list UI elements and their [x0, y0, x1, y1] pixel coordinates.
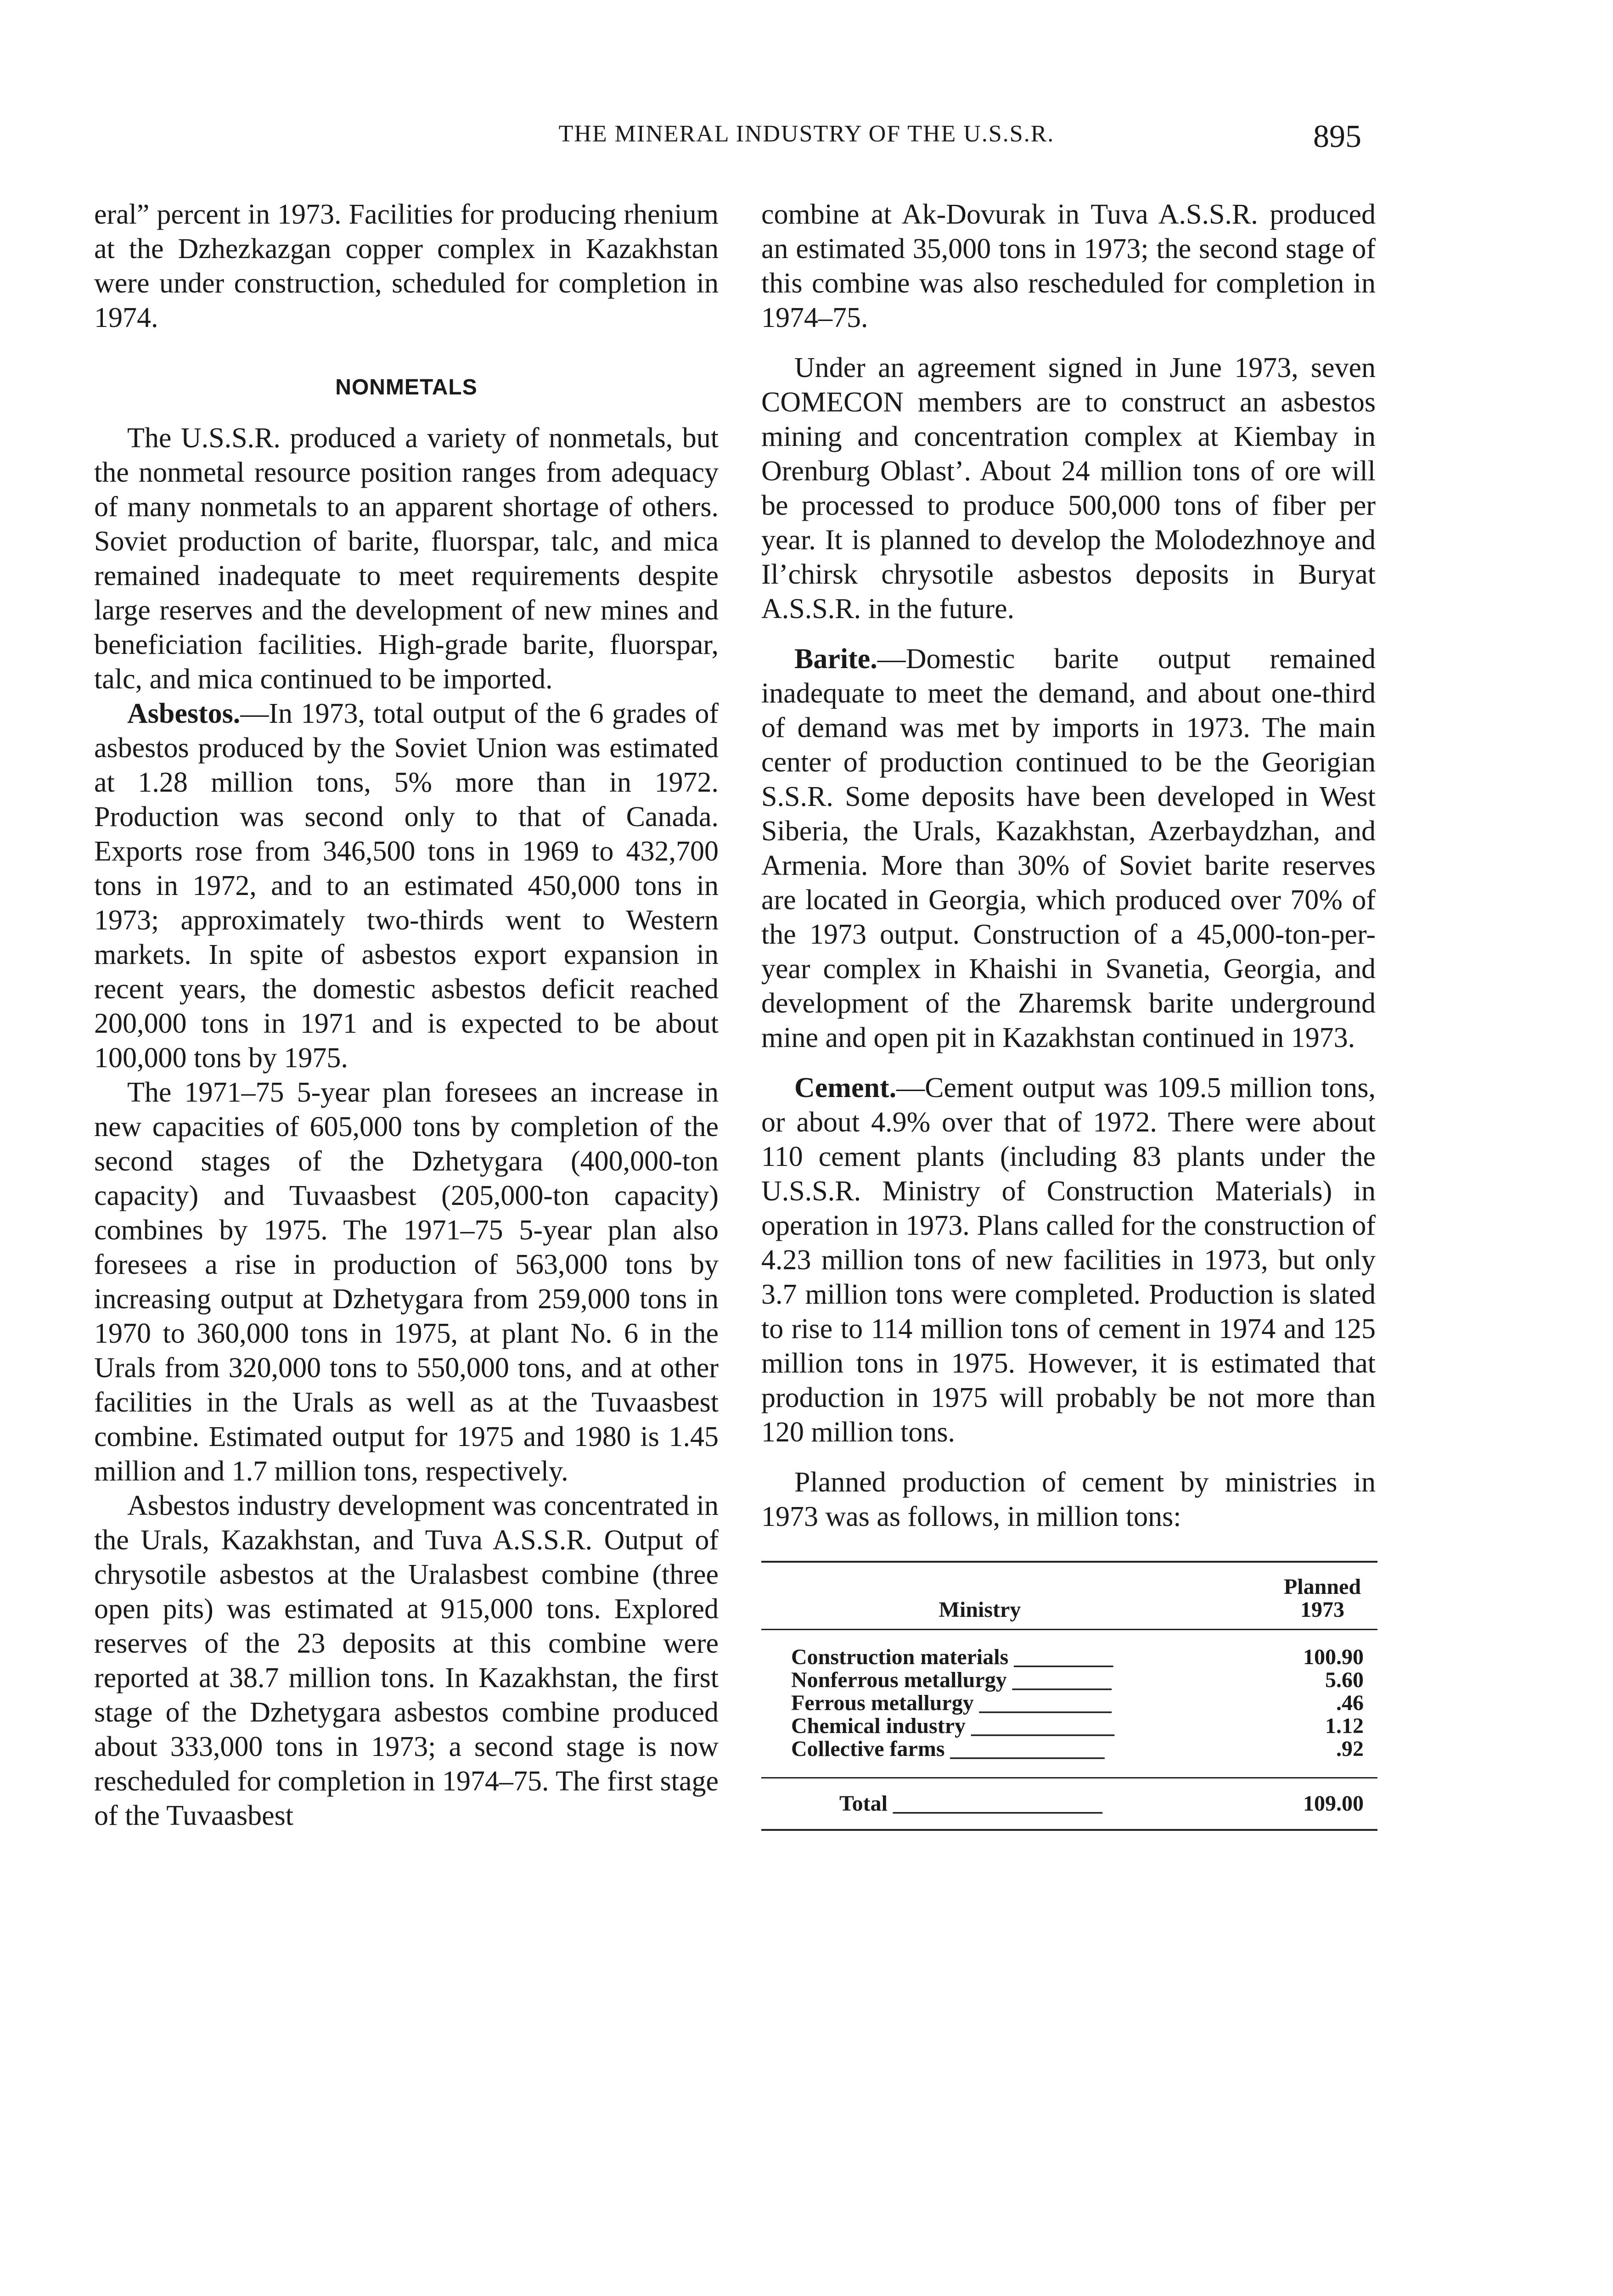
- running-head: THE MINERAL INDUSTRY OF THE U.S.S.R.: [558, 121, 1055, 147]
- table-row: [761, 1715, 1377, 1738]
- total-label: Total ___________________: [761, 1778, 1267, 1830]
- cement-production-table: [761, 1561, 1377, 1831]
- right-column: [761, 197, 1376, 1831]
- table-row: [761, 1630, 1377, 1669]
- planned-cell: .92: [1336, 1737, 1364, 1761]
- table-row: [761, 1738, 1377, 1778]
- paragraph-nonmetals-intro: The U.S.S.R. produced a variety of nonmetals, but the nonmetal resource position ranges from adequacy of many nonmetals to an apparent shortage of others. Soviet production of barite, fluorspar, talc, and mica remained inadequate to meet requirements despite large reserves and the development of new mines and beneficiation facilities. High-grade barite, fluorspar, talc, and mica continued to be imported.: [94, 422, 719, 695]
- section-heading-nonmetals: NONMETALS: [335, 375, 478, 400]
- paragraph-comecon-agreement: Under an agreement signed in June 1973, seven COMECON members are to construct an asbestos mining and concentration complex at Kiembay in Orenburg Oblast’. About 24 million tons of ore will be processed to produce 500,000 tons of fiber per year. It is planned to develop the Molodezhnoye and Il’chirsk chrysotile asbestos deposits in Buryat A.S.S.R. in the future.: [761, 352, 1376, 625]
- cement-text: —Cement output was 109.5 million tons, or about 4.9% over that of 1972. There were about 110 cement plants (including 83 plants under the U.S.S.R. Ministry of Construction Materials) in operation in 1973. Plans called for the construction of 4.23 million tons of new facilities in 1973, but only 3.7 million tons were completed. Production is slated to rise to 114 million tons of cement in 1974 and 125 million tons in 1975. However, it is estimated that production in 1975 will probably be not more than 120 million tons.: [761, 1072, 1376, 1448]
- barite-run-in-heading: Barite.: [794, 643, 877, 675]
- asbestos-text: —In 1973, total output of the 6 grades of asbestos produced by the Soviet Union was estimated at 1.28 million tons, 5% more than in 1972. Production was second only to that of Canada. Exports rose from 346,500 tons in 1969 to 432,700 tons in 1972, and to an estimated 450,000 tons in 1973; approximately two-thirds went to Western markets. In spite of asbestos export expansion in recent years, the domestic asbestos deficit reached 200,000 tons in 1971 and is expected to be about 100,000 tons by 1975.: [94, 698, 719, 1074]
- paragraph-cement: [761, 1071, 1376, 1450]
- ministry-cell: Chemical industry _____________: [791, 1714, 1115, 1738]
- planned-cell: 1.12: [1325, 1714, 1364, 1738]
- paragraph-continued: eral” percent in 1973. Facilities for producing rhenium at the Dzhezkazgan copper complex in Kazakhstan were under construction, scheduled for completion in 1974.: [94, 199, 719, 333]
- column-header-planned-line1: Planned: [1283, 1575, 1361, 1599]
- ministry-cell: Collective farms ______________: [791, 1737, 1105, 1761]
- paragraph-barite: [761, 642, 1376, 1055]
- planned-cell: 5.60: [1325, 1668, 1364, 1692]
- ministry-cell: Construction materials _________: [791, 1645, 1113, 1669]
- column-header-ministry: Ministry: [761, 1562, 1267, 1630]
- ministry-cell: Nonferrous metallurgy _________: [791, 1668, 1112, 1692]
- table-row: [761, 1669, 1377, 1692]
- ministry-cell: Ferrous metallurgy ____________: [791, 1691, 1112, 1715]
- paragraph-asbestos: [94, 697, 719, 1075]
- column-header-planned: [1267, 1562, 1377, 1630]
- page-number: 895: [1313, 119, 1361, 154]
- column-header-planned-line2: 1973: [1300, 1598, 1344, 1622]
- planned-cell: .46: [1336, 1691, 1364, 1715]
- cement-run-in-heading: Cement.: [794, 1072, 897, 1103]
- planned-cell: 100.90: [1303, 1645, 1364, 1669]
- total-value: 109.00: [1267, 1778, 1377, 1830]
- table-total-row: [761, 1778, 1377, 1830]
- paragraph-asbestos-industry: Asbestos industry development was concentrated in the Urals, Kazakhstan, and Tuva A.S.S.R. Output of chrysotile asbestos at the Uralasbest combine (three open pits) was estimated at 915,000 tons. Explored reserves of the 23 deposits at this combine were reported at 38.7 million tons. In Kazakhstan, the first stage of the Dzhetygara asbestos combine produced about 333,000 tons in 1973; a second stage is now rescheduled for completion in 1974–75. The first stage of the Tuvaasbest: [94, 1490, 719, 1831]
- asbestos-run-in-heading: Asbestos.: [127, 698, 241, 729]
- paragraph-planned-production: Planned production of cement by ministries in 1973 was as follows, in million tons:: [761, 1467, 1376, 1532]
- paragraph-tuvaasbest-continued: combine at Ak-Dovurak in Tuva A.S.S.R. produced an estimated 35,000 tons in 1973; the second stage of this combine was also rescheduled for completion in 1974–75.: [761, 199, 1376, 333]
- table-row: [761, 1692, 1377, 1715]
- paragraph-five-year-plan: The 1971–75 5-year plan foresees an increase in new capacities of 605,000 tons by completion of the second stages of the Dzhetygara (400,000-ton capacity) and Tuvaasbest (205,000-ton capacity) combines by 1975. The 1971–75 5-year plan also foresees a rise in production of 563,000 tons by increasing output at Dzhetygara from 259,000 tons in 1970 to 360,000 tons in 1975, at plant No. 6 in the Urals from 320,000 tons to 550,000 tons, and at other facilities in the Urals as well as at the Tuvaasbest combine. Estimated output for 1975 and 1980 is 1.45 million and 1.7 million tons, respectively.: [94, 1077, 719, 1487]
- left-column: [94, 197, 719, 1833]
- barite-text: —Domestic barite output remained inadequate to meet the demand, and about one-third of demand was met by imports in 1973. The main center of production continued to be the Georigian S.S.R. Some deposits have been developed in West Siberia, the Urals, Kazakhstan, Azerbaydzhan, and Armenia. More than 30% of Soviet barite reserves are located in Georgia, which produced over 70% of the 1973 output. Construction of a 45,000-ton-per-year complex in Khaishi in Svanetia, Georgia, and development of the Zharemsk barite underground mine and open pit in Kazakhstan continued in 1973.: [761, 643, 1376, 1053]
- table-header-row: [761, 1562, 1377, 1630]
